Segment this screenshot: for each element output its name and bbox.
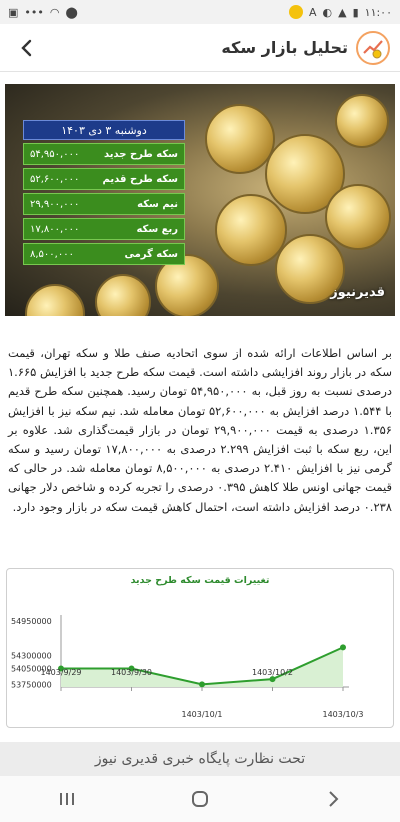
coin-image <box>25 284 85 316</box>
price-row <box>23 243 185 265</box>
price-row-name: سکه گرمی <box>124 248 178 260</box>
coin-image <box>215 194 287 266</box>
y-tick-label: 53750000 <box>11 680 52 690</box>
x-tick-label: 1403/10/2 <box>251 668 294 677</box>
coin-image <box>325 184 391 250</box>
price-row-name: نیم سکه <box>137 198 178 210</box>
mute-icon: ◐ <box>322 5 333 19</box>
price-row-name: ربع سکه <box>136 223 178 235</box>
chart-title: تغییرات قیمت سکه طرح جدید <box>130 575 270 586</box>
chevron-left-icon <box>19 39 33 57</box>
coin-image <box>95 274 151 316</box>
carrier-icon: A <box>308 5 317 19</box>
location-icon: ⬤ <box>65 5 78 19</box>
price-row-name: سکه طرح قدیم <box>102 173 178 185</box>
emoji-icon <box>289 5 303 19</box>
price-row-value: ۵۲,۶۰۰,۰۰۰ <box>30 173 80 185</box>
signal-icon: ▲ <box>338 5 347 19</box>
nav-back-icon <box>327 790 339 808</box>
price-row <box>23 193 185 215</box>
battery-icon: ▮ <box>352 5 359 19</box>
x-tick-label: 1403/10/1 <box>181 710 223 719</box>
nav-back-button[interactable] <box>313 779 353 819</box>
system-nav-bar <box>0 776 400 822</box>
y-tick-label: 54050000 <box>11 664 52 674</box>
page-title: تحلیل بازار سکه <box>221 38 348 57</box>
status-time: ۱۱:۰۰ <box>364 5 392 19</box>
status-right <box>289 5 392 19</box>
hero-watermark: قدیرنیوز <box>330 285 385 300</box>
recent-apps-button[interactable] <box>47 779 87 819</box>
app-header <box>0 24 400 72</box>
wifi-icon: ◠ <box>49 5 60 19</box>
price-row-value: ۱۷,۸۰۰,۰۰۰ <box>30 223 80 235</box>
footer-credit: تحت نظارت پایگاه خبری قدیری نیوز <box>0 742 400 776</box>
gallery-icon: ▣ <box>8 5 19 19</box>
hero-image <box>5 84 395 316</box>
x-tick-label: 1403/10/3 <box>322 710 364 719</box>
status-left <box>8 7 78 18</box>
x-tick-label: 1403/9/30 <box>110 668 153 677</box>
chart-svg <box>7 569 395 729</box>
price-chart <box>6 568 394 728</box>
panel-date: دوشنبه ۳ دی ۱۴۰۳ <box>23 120 185 140</box>
price-row-value: ۵۴,۹۵۰,۰۰۰ <box>30 148 80 160</box>
price-row <box>23 168 185 190</box>
x-tick-label: 1403/9/29 <box>40 668 82 677</box>
coin-image <box>205 104 275 174</box>
price-row-value: ۲۹,۹۰۰,۰۰۰ <box>30 198 80 210</box>
home-icon <box>190 789 210 809</box>
price-row-name: سکه طرح جدید <box>103 148 178 160</box>
back-button[interactable] <box>10 32 42 64</box>
article-body: بر اساس اطلاعات ارائه شده از سوی اتحادیه صنف طلا و سکه تهران، قیمت سکه در بازار روند افزایشی داشته است. قیمت سکه طرح جدید با افزایش ۱.۶۶۵ درصدی نسبت به روز قبل، به ۵۴,۹۵۰,۰۰۰ تومان رسید. همچنین سکه طرح قدیم با ۱.۵۴۴ درصد افزایش به ۵۲,۶۰۰,۰۰۰ تومان معامله شد. نیم سکه نیز با افزایش ۱.۳۵۶ درصدی به قیمت ۲۹,۹۰۰,۰۰۰ تومان در بازار قیمت‌گذاری شد. علاوه بر این، ربع سکه با ثبت افزایش ۲.۲۹۹ درصدی به ۱۷,۸۰۰,۰۰۰ تومان رسید و سکه گرمی نیز با افزایش ۲.۴۱۰ درصدی به ۸,۵۰۰,۰۰۰ تومان معامله شد. در حالی که قیمت جهانی اونس طلا کاهش ۰.۳۹۵ درصدی را تجربه کرده و شاخص دلار جهانی ۰.۲۳۸ درصد افزایش داشته است، احتمال کاهش قیمت سکه در بازار وجود دارد. <box>8 346 392 514</box>
y-tick-label: 54300000 <box>11 651 52 661</box>
price-row-value: ۸,۵۰۰,۰۰۰ <box>30 248 74 260</box>
price-row <box>23 143 185 165</box>
dots-icon: ••• <box>24 5 44 19</box>
data-point <box>199 681 205 687</box>
coin-image <box>335 94 389 148</box>
price-row <box>23 218 185 240</box>
home-button[interactable] <box>180 779 220 819</box>
data-point <box>340 644 346 650</box>
header-title-group <box>221 31 390 65</box>
status-bar <box>0 0 400 24</box>
y-tick-label: 54950000 <box>11 617 52 626</box>
price-panel <box>23 120 185 265</box>
app-logo-icon <box>356 31 390 65</box>
recent-apps-icon <box>58 791 76 807</box>
